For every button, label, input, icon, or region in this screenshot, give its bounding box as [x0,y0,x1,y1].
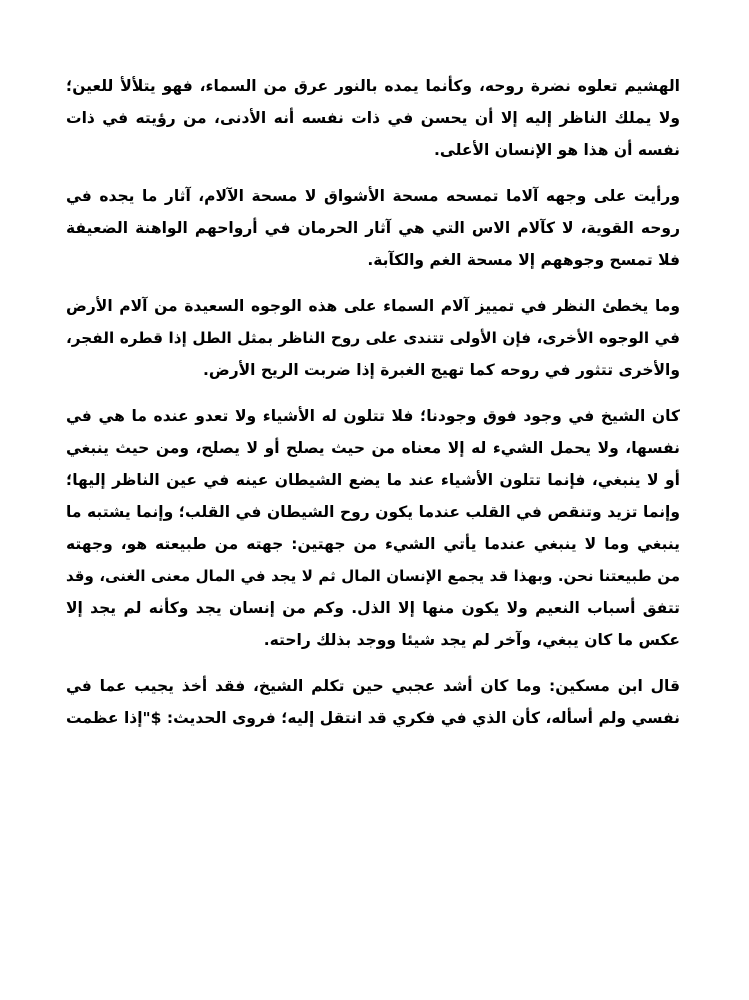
text-line: كان الشيخ في وجود فوق وجودنا؛ فلا تتلون له الأشياء ولا تعدو عنده ما هي في [66,407,680,425]
text-line: قال ابن مسكين: وما كان أشد عجبي حين تكلم الشيخ، فقد أخذ يجيب عما في [66,677,680,695]
text-line: ورأيت على وجهه آلاما تمسحه مسحة الأشواق لا مسحة الآلام، آثار ما يجده في [66,187,680,205]
paragraph-5 [66,670,680,734]
text-line: من طبيعتنا نحن. وبهذا قد يجمع الإنسان المال ثم لا يجد في المال معنى الغنى، وقد [66,567,680,585]
text-line: ينبغي وما لا ينبغي عندما يأتي الشيء من جهتين: جهته من طبيعته هو، وجهته [66,535,680,553]
paragraph-1 [66,70,680,166]
text-line: نفسه أن هذا هو الإنسان الأعلى. [434,141,680,159]
text-line: أو لا ينبغي، فإنما تتلون الأشياء عند ما يضع الشيطان عينه في عين الناظر إليها؛ [66,471,680,489]
text-line: نفسها، ولا يحمل الشيء له إلا معناه من حيث يصلح أو لا يصلح، ومن حيث ينبغي [66,439,680,457]
paragraph-2 [66,180,680,276]
paragraph-4 [66,400,680,656]
text-line: في الوجوه الأخرى، فإن الأولى تتندى على روح الناظر بمثل الطل إذا قطره الفجر، [66,329,680,347]
text-line: فلا تمسح وجوههم إلا مسحة الغم والكآبة. [367,251,680,269]
text-line: الهشيم تعلوه نضرة روحه، وكأنما يمده بالنور عرق من السماء، فهو يتلألأ للعين؛ [66,77,680,95]
text-line: وما يخطئ النظر في تمييز آلام السماء على هذه الوجوه السعيدة من آلام الأرض [66,297,680,315]
text-line: والأخرى تتثور في روحه كما تهيج الغبرة إذا ضربت الريح الأرض. [202,361,680,379]
text-line: روحه القوية، لا كآلام الاس التي هي آثار الحرمان في أرواحهم الواهنة الضعيفة [66,219,680,237]
paragraph-3 [66,290,680,386]
text-line: ولا يملك الناظر إليه إلا أن يحسن في ذات نفسه أنه الأدنى، من رؤيته في ذات [66,109,680,127]
text-line: وإنما تزيد وتنقص في القلب عندما يكون روح الشيطان في القلب؛ وإنما يشتبه ما [66,503,680,521]
document-page [66,70,680,748]
text-line: نفسي ولم أسأله، كأن الذي في فكري قد انتقل إليه؛ فروى الحديث: $"إذا عظمت [66,709,680,727]
text-line: عكس ما كان يبغي، وآخر لم يجد شيئا ووجد بذلك راحته. [263,631,680,649]
text-line: تتفق أسباب النعيم ولا يكون منها إلا الذل. وكم من إنسان يجد وكأنه لم يجد إلا [66,599,680,617]
